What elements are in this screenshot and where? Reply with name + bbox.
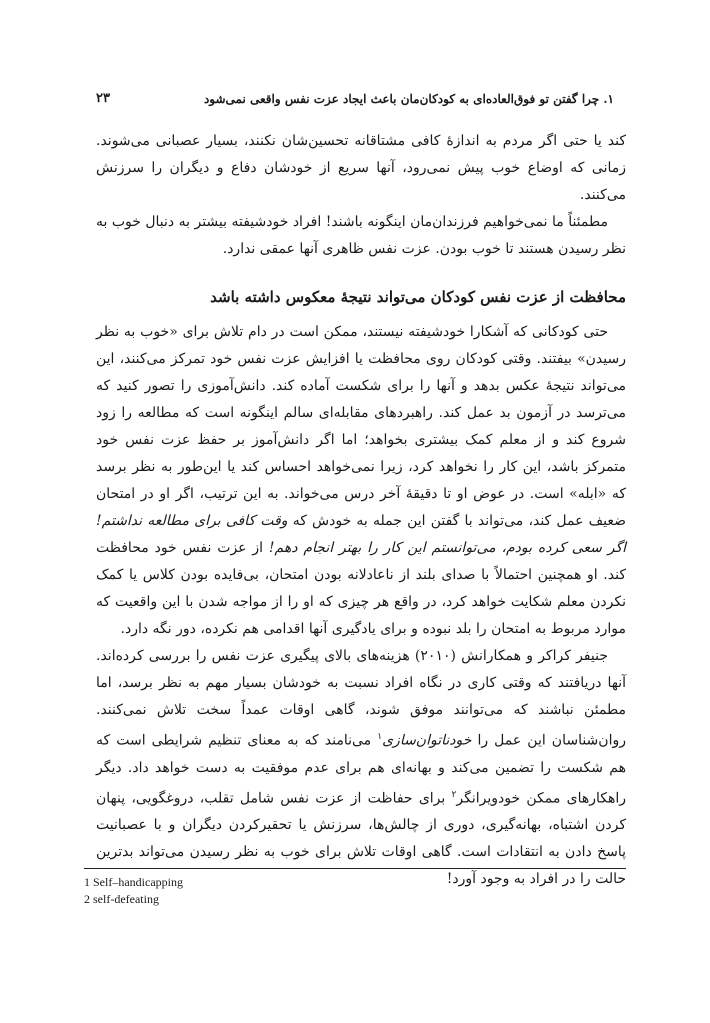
paragraph-4-italic-term: خودناتوان‌سازی (382, 732, 472, 749)
paragraph-3-italic-quote: وقت کافی برای مطالعه نداشتم! اگر سعی کرده بودم، می‌توانستم این کار را بهتر انجام دهم! (96, 513, 627, 556)
paragraph-4 (96, 643, 626, 893)
paragraph-2: مطمئناً ما نمی‌خواهیم فرزندان‌مان اینگونه باشند! افراد خودشیفته بیشتر به دنبال خوب به نظر رسیدن هستند تا خوب بودن. عزت نفس ظاهری آنها عمقی ندارد. (96, 214, 626, 257)
footnote-1: 1 Self–handicapping (84, 875, 183, 889)
footnote-2: 2 self-defeating (84, 892, 159, 906)
paragraph-3-text-b: از عزت نفس خود محافظت کند. او همچنین احتمالاً با صدای بلند از ناعادلانه بودن امتحان، بی‌فایده بودن کلاس یا کمک نکردن معلم شکایت خواهد کرد، در واقع هر چیزی که او را از مواجه شدن با این واقعیت که موارد مربوط به امتحان را بلد نبوده و برای یادگیری آنها اقدامی هم نکرده، دور نگه دارد. (96, 540, 626, 637)
chapter-title: ۱. چرا گفتن تو فوق‌العاده‌ای به کودکان‌مان باعث ایجاد عزت نفس واقعی نمی‌شود (203, 92, 614, 106)
body-text (96, 128, 626, 893)
footnotes (84, 874, 183, 908)
running-header (96, 92, 614, 116)
footnote-ref-2: ۲ (451, 789, 457, 800)
footnote-divider (84, 868, 626, 869)
paragraph-4-text-b: می‌نامند که به معنای تنظیم شرایطی است که هم شکست را تضمین می‌کند و بهانه‌ای هم برای عدم موفقیت به دست خواهد داد. دیگر راهکارهای ممکن خودویرانگر (96, 732, 627, 807)
footnote-ref-1: ۱ (377, 732, 383, 742)
paragraph-1: کند یا حتی اگر مردم به اندازهٔ کافی مشتاقانه تحسین‌شان نکنند، بسیار عصبانی می‌شوند. زمانی که اوضاع خوب پیش نمی‌رود، آنها سریع از خودشان دفاع و دیگران را سرزنش می‌کنند. (96, 133, 626, 203)
paragraph-3 (96, 319, 626, 643)
paragraph-4-text-a: جنیفر کراکر و همکارانش (۲۰۱۰) هزینه‌های بالای پیگیری عزت نفس را بررسی کرده‌اند. آنها دریافتند که وقتی کاری در نگاه افراد نسبت به خودشان بسیار مهم به نظر برسد، اما مطمئن نباشند که می‌توانند موفق شوند، گاهی اوقات عمداً سخت تلاش نمی‌کنند. روان‌شناسان این عمل را (96, 648, 626, 749)
paragraph-4-text-c: برای حفاظت از عزت نفس شامل تقلب، دروغگویی، پنهان کردن اشتباه، بهانه‌گیری، دوری از چالش‌ها، سرزنش یا تحقیرکردن دیگران و با عصبانیت پاسخ دادن به انتقادات است. گاهی اوقات تلاش برای خوب به نظر رسیدن می‌تواند بدترین حالت را در افراد به وجود آورد! (96, 790, 626, 888)
paragraph-3-text-a: حتی کودکانی که آشکارا خودشیفته نیستند، ممکن است در دام تلاش برای «خوب به نظر رسیدن» بیفتند. وقتی کودکان روی محافظت یا افزایش عزت نفس خود تمرکز می‌کنند، این می‌تواند نتیجهٔ عکس بدهد و آنها را برای شکست آماده کند. دانش‌آموزی را تصور کنید که می‌ترسد در آزمون بد عمل کند. راهبردهای مقابله‌ای سالم اینگونه است که مطالعه را زود شروع کند و از معلم کمک بیشتری بخواهد؛ اما اگر دانش‌آموز بر حفظ عزت نفس خود متمرکز باشد، این کار را نخواهد کرد، زیرا نمی‌خواهد احساس کند یا این‌طور به نظر برسد که «ابله» است. در عوض او تا دقیقهٔ آخر درس می‌خواند. به این ترتیب، اگر او در امتحان ضعیف عمل کند، می‌تواند با گفتن این جمله به خودش که (96, 324, 626, 529)
section-heading: محافظت از عزت نفس کودکان می‌تواند نتیجهٔ معکوس داشته باشد (210, 288, 626, 306)
page-number: ۲۳ (96, 91, 110, 106)
